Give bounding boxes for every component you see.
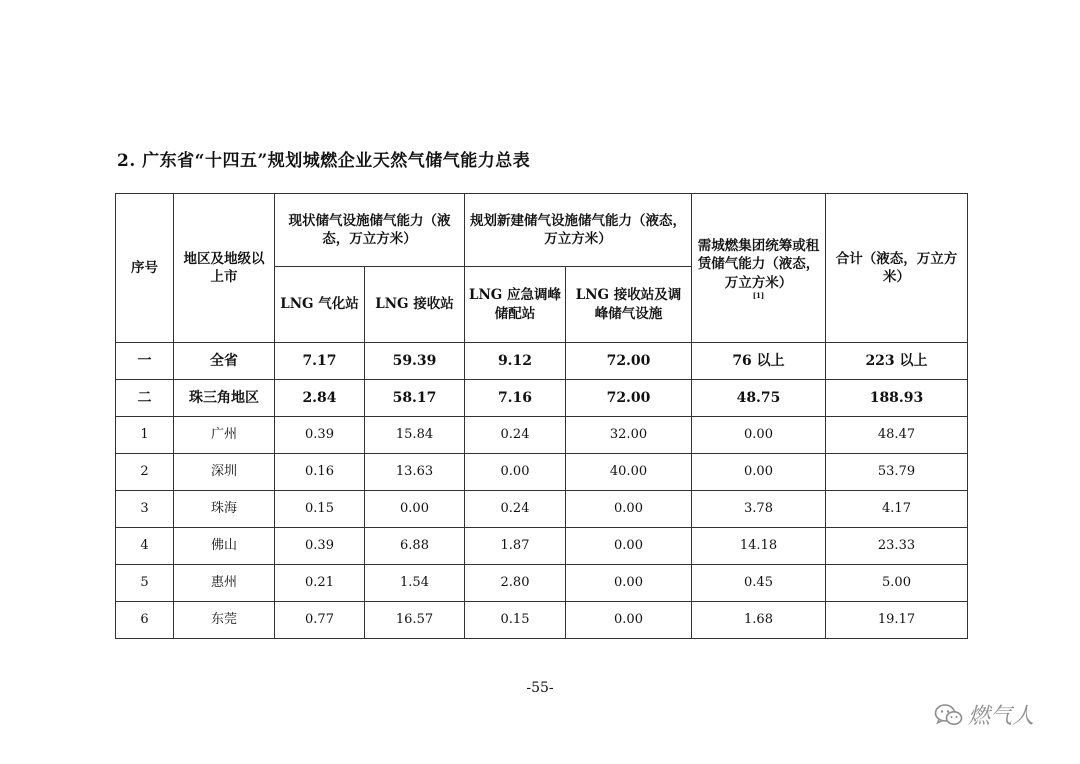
page-number: -55- — [526, 680, 554, 696]
cell-lng-emergency: 7.16 — [465, 380, 566, 417]
cell-group: 3.78 — [692, 491, 826, 528]
cell-group: 48.75 — [692, 380, 826, 417]
header-planned: 规划新建储气设施储气能力（液态，万立方米） — [465, 194, 692, 267]
cell-index: 5 — [116, 565, 174, 602]
cell-group: 1.68 — [692, 602, 826, 639]
cell-lng-gasification: 0.39 — [275, 417, 365, 454]
header-lng-gasification: LNG 气化站 — [275, 267, 365, 343]
wechat-icon — [934, 702, 964, 728]
cell-lng-terminal-peak: 72.00 — [566, 343, 692, 380]
header-group-note: [1] — [752, 290, 765, 300]
header-lng-emergency: LNG 应急调峰储配站 — [465, 267, 566, 343]
cell-index: 二 — [116, 380, 174, 417]
cell-region: 珠三角地区 — [174, 380, 275, 417]
cell-region: 深圳 — [174, 454, 275, 491]
cell-lng-emergency: 1.87 — [465, 528, 566, 565]
table-row — [116, 491, 968, 528]
cell-total: 19.17 — [826, 602, 968, 639]
header-total: 合计（液态，万立方米） — [826, 194, 968, 343]
cell-group: 0.45 — [692, 565, 826, 602]
cell-total: 188.93 — [826, 380, 968, 417]
header-lng-terminal: LNG 接收站 — [365, 267, 465, 343]
cell-index: 4 — [116, 528, 174, 565]
cell-lng-terminal: 15.84 — [365, 417, 465, 454]
cell-lng-gasification: 0.16 — [275, 454, 365, 491]
header-index: 序号 — [116, 194, 174, 343]
cell-lng-gasification: 0.15 — [275, 491, 365, 528]
cell-total: 4.17 — [826, 491, 968, 528]
cell-region: 全省 — [174, 343, 275, 380]
cell-region: 珠海 — [174, 491, 275, 528]
cell-lng-emergency: 2.80 — [465, 565, 566, 602]
cell-lng-terminal-peak: 40.00 — [566, 454, 692, 491]
header-group-label: 需城燃集团统筹或租赁储气能力（液态，万立方米） — [697, 238, 820, 291]
cell-lng-terminal: 13.63 — [365, 454, 465, 491]
cell-region: 佛山 — [174, 528, 275, 565]
cell-lng-gasification: 2.84 — [275, 380, 365, 417]
watermark — [934, 699, 1034, 730]
cell-lng-gasification: 0.77 — [275, 602, 365, 639]
cell-lng-terminal: 0.00 — [365, 491, 465, 528]
cell-lng-gasification: 0.39 — [275, 528, 365, 565]
cell-lng-terminal: 59.39 — [365, 343, 465, 380]
cell-lng-emergency: 0.15 — [465, 602, 566, 639]
watermark-text: 燃气人 — [968, 704, 1035, 729]
cell-index: 一 — [116, 343, 174, 380]
cell-index: 2 — [116, 454, 174, 491]
cell-group: 76 以上 — [692, 343, 826, 380]
page-title: 2. 广东省“十四五”规划城燃企业天然气储气能力总表 — [117, 151, 531, 171]
header-existing: 现状储气设施储气能力（液态，万立方米） — [275, 194, 465, 267]
cell-lng-gasification: 7.17 — [275, 343, 365, 380]
header-lng-terminal-peak: LNG 接收站及调峰储气设施 — [566, 267, 692, 343]
table-row — [116, 417, 968, 454]
table-row — [116, 565, 968, 602]
cell-lng-terminal-peak: 0.00 — [566, 528, 692, 565]
cell-lng-terminal: 6.88 — [365, 528, 465, 565]
cell-lng-emergency: 0.24 — [465, 491, 566, 528]
cell-lng-terminal: 58.17 — [365, 380, 465, 417]
cell-lng-emergency: 0.24 — [465, 417, 566, 454]
cell-lng-terminal-peak: 0.00 — [566, 565, 692, 602]
cell-lng-terminal: 16.57 — [365, 602, 465, 639]
cell-total: 5.00 — [826, 565, 968, 602]
cell-total: 48.47 — [826, 417, 968, 454]
cell-total: 223 以上 — [826, 343, 968, 380]
cell-lng-emergency: 0.00 — [465, 454, 566, 491]
cell-lng-terminal-peak: 0.00 — [566, 602, 692, 639]
cell-index: 1 — [116, 417, 174, 454]
cell-group: 14.18 — [692, 528, 826, 565]
cell-lng-terminal-peak: 32.00 — [566, 417, 692, 454]
cell-index: 3 — [116, 491, 174, 528]
summary-row-prd — [116, 380, 968, 417]
cell-region: 东莞 — [174, 602, 275, 639]
cell-lng-emergency: 9.12 — [465, 343, 566, 380]
cell-region: 惠州 — [174, 565, 275, 602]
table-row — [116, 602, 968, 639]
cell-total: 53.79 — [826, 454, 968, 491]
cell-total: 23.33 — [826, 528, 968, 565]
table-row — [116, 454, 968, 491]
table-row — [116, 528, 968, 565]
cell-group: 0.00 — [692, 454, 826, 491]
cell-region: 广州 — [174, 417, 275, 454]
cell-lng-terminal-peak: 72.00 — [566, 380, 692, 417]
cell-lng-gasification: 0.21 — [275, 565, 365, 602]
header-region: 地区及地级以上市 — [174, 194, 275, 343]
cell-index: 6 — [116, 602, 174, 639]
summary-row-province — [116, 343, 968, 380]
cell-lng-terminal-peak: 0.00 — [566, 491, 692, 528]
gas-storage-table — [115, 193, 968, 639]
cell-lng-terminal: 1.54 — [365, 565, 465, 602]
header-group — [692, 194, 826, 343]
cell-group: 0.00 — [692, 417, 826, 454]
